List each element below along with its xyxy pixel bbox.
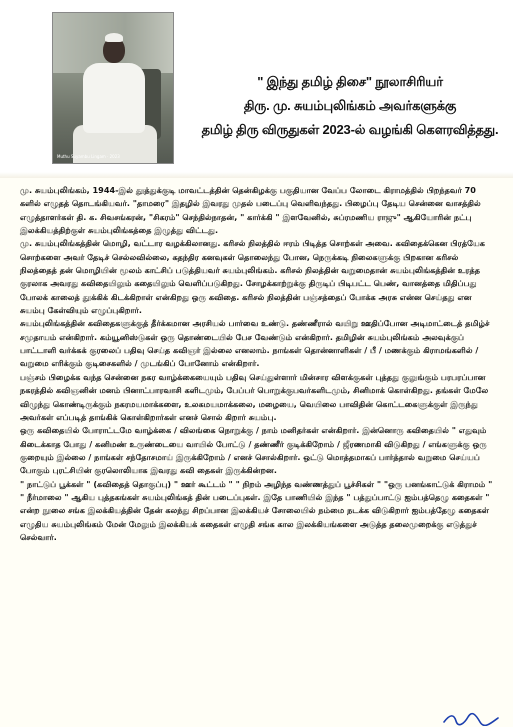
photo-figure — [83, 63, 145, 133]
article-body — [20, 184, 495, 544]
title-line-3: தமிழ் திரு விருதுகள் 2023-ல் வழங்கி கௌரவித்தது. — [201, 122, 499, 137]
signature-mark — [442, 712, 502, 726]
title-line-2: திரு. மு. சுயம்புலிங்கம் அவர்களுக்கு — [243, 98, 457, 113]
paragraph-6: " நாட்டுப் பூக்கள் " (கவிதைத் தொகுப்பு) " ஊர் கூட்டம் " " நிறம் அழிந்த வண்ணத்துப் பூச்சிகள் " "ஒரு பனங்காட்டுக் கிராமம் " " நீர்மாலை " ஆகிய புத்தகங்கள் சுயம்புலிங்கத் தின் படைப்புகள். இதே பாணியில் இந்த " பத்துப்பாட்டு ஐம்பத்தெழு கதைகள் " என்ற நூலை சங்க இலக்கியத்தின் தேன் கலந்து சிறப்பான இலக்கியச் சோலையில் நம்மை நடக்க விடுகிறார் ஐம்பத்தேழு கதைகள் எழுதிய சுயம்புலிங்கம் மேன் மேலும் இலக்கியக் கதைகள் எழுதி சங்க கால இலக்கியங்களை அடுத்த தலைமுறைக்கு எடுத்துச் செல்வார். — [20, 478, 493, 542]
paragraph-5: ஒரு கவிதையில் போராட்டமே வாழ்க்கை / விலங்கை நொறுக்கு / நாம் மனிதர்கள் என்கிறார். இன்னொரு கவிதையில் " எதுவும் கிடைக்காத போது / கனிமண் உருண்டையை வாயில் போட்டு / தண்ணீர் குடிக்கிறோம் / ஜீரணமாகி விடுகிறது / எங்களுக்கு ஒரு குறையும் இல்லை / நாங்கள் சந்தோசமாய் இருக்கிறோம் / எனச் சொல்கிறார். ஒட்டு மொத்தமாகப் பார்த்தால் வறுமை செய்யப் போகும் புரட்சியின் குரலொலியாக இவரது கவி தைகள் இருக்கின்றன. — [20, 425, 487, 476]
award-title — [200, 70, 500, 142]
paragraph-4: பஞ்சம் பிழைக்க வந்த சென்னை நகர வாழ்க்கையையும் பதிவு செய்துள்ளார் மின்சார விளக்குகள் புத்தது குலுங்கும் பரபரப்பான நகரத்தில் கவிஞனின் மனம் பினாட்பாரவாசி களிடமும், பேப்பர் பொறுக்குபவர்களிடமும், சினிமாக் கொள்கிறது. தங்கள் மேலே விழுந்து கொண்டிருக்கும் நகரமயமாக்களை, உலகமயமாக்கலை, மழையை, வெயிலை பாவிதின் கொட்டகைளுக்குள் இருந்து அவர்கள் எப்படித் தாங்கிக் கொள்கிறார்கள் எனச் சொல் கிறார் சுயம்பு. — [20, 371, 489, 422]
author-photo — [52, 12, 174, 164]
title-line-1: " இந்து தமிழ் திசை" நூலாசிரியர் — [257, 74, 443, 89]
photo-hair — [105, 33, 123, 42]
paragraph-3: சுயம்புலிங்கத்தின் கவிதைகளுக்குத் தீர்க்கமான அரசியல் பார்வை உண்டு. தண்ணீரால் வயிறு ஊதிப்போன அடிமாட்டைத் தமிழ்ச் சமுதாயம் என்கிறார். கம்யூனிஸ்டுகள் ஒரு தொண்டையில் பேச வேண்டும் என்கிறார். தமிழின் சுயம்புலிங்கம் அலவுக்குப் பாட்டாளி வர்க்கக் குரலைப் பதிவு செய்த கவிஞர் இல்லை எனலாம். நாங்கள் தொன்னாளிகள் / பீ / மணக்கும் கிராமங்களில் / வறுமை எரிக்கும் குடிசைகளில் / முடங்கிப் போனோம் என்கிறார். — [20, 318, 490, 369]
photo-caption: Muthu Suyambu Lingam · 2023 — [57, 154, 120, 159]
paragraph-1: மு. சுயம்புலிங்கம், 1944-இல் தூத்துக்குடி மாவட்டத்தின் தென்கிழக்கு பகுதியான வேப்ப லோடை கிராமத்தில் பிறந்தவர் 70 களில் எழுதத் தொடங்கியவர். "தாமரை" இதழில் இவரது முதல் படைப்பு வெளிவந்தது. பிழைப்பு தேடிய சென்னை வாசத்தில் எழுத்தாளர்கள் தி. க. சிவசங்கரன், "சிகரம்" செந்தில்நாதன், " கார்க்கி " இளவேனில், சுப்ரமணிய ராஜு" ஆகியோரின் நட்பு இலக்கியத்திற்குள் சுயம்புலிங்கத்தை இழுத்து விட்டது. — [20, 185, 481, 236]
paragraph-2: மு. சுயம்புலிங்கத்தின் மொழி, வட்டார வழக்கிலானது. கரிசல் நிலத்தில் ஈரம் பிடித்த சொற்கள் அவை. கவிதைக்கென பிரத்யேக சொற்களை அவர் தேடிச் செல்லவில்லை, கதந்திர கனவுகள் தொலைந்து போன, நெருக்கடி நிலைகளுக்கு பிறகான கரிசல் நிலத்தைத் தன் மொழியின் மூலம் காட்சிப் படுத்தியவர் சுயம்புலிங்கம். கரிசல் நிலத்தின் வறுமைதான் சுயம்புலிங்கத்தின் உரத்த குரலாக அவரது கவிதையிலும் கதையிலும் வெளிப்படுகிறது. சோழக்காற்றுக்கு திருடிப் பிடிபட்ட பெண், வானத்தை மிதிப்பது போலக் காலைத் தூக்கிக் கிடக்கிறாள் என்கிறது ஒரு கவிதை. கரிசல் நிலத்தின் பஞ்சத்தைப் போக்க அரசு என்ன செய்தது என சுயம்பு கேள்வியும் எழுப்புகிறார். — [20, 238, 485, 316]
header-banner — [0, 0, 513, 178]
